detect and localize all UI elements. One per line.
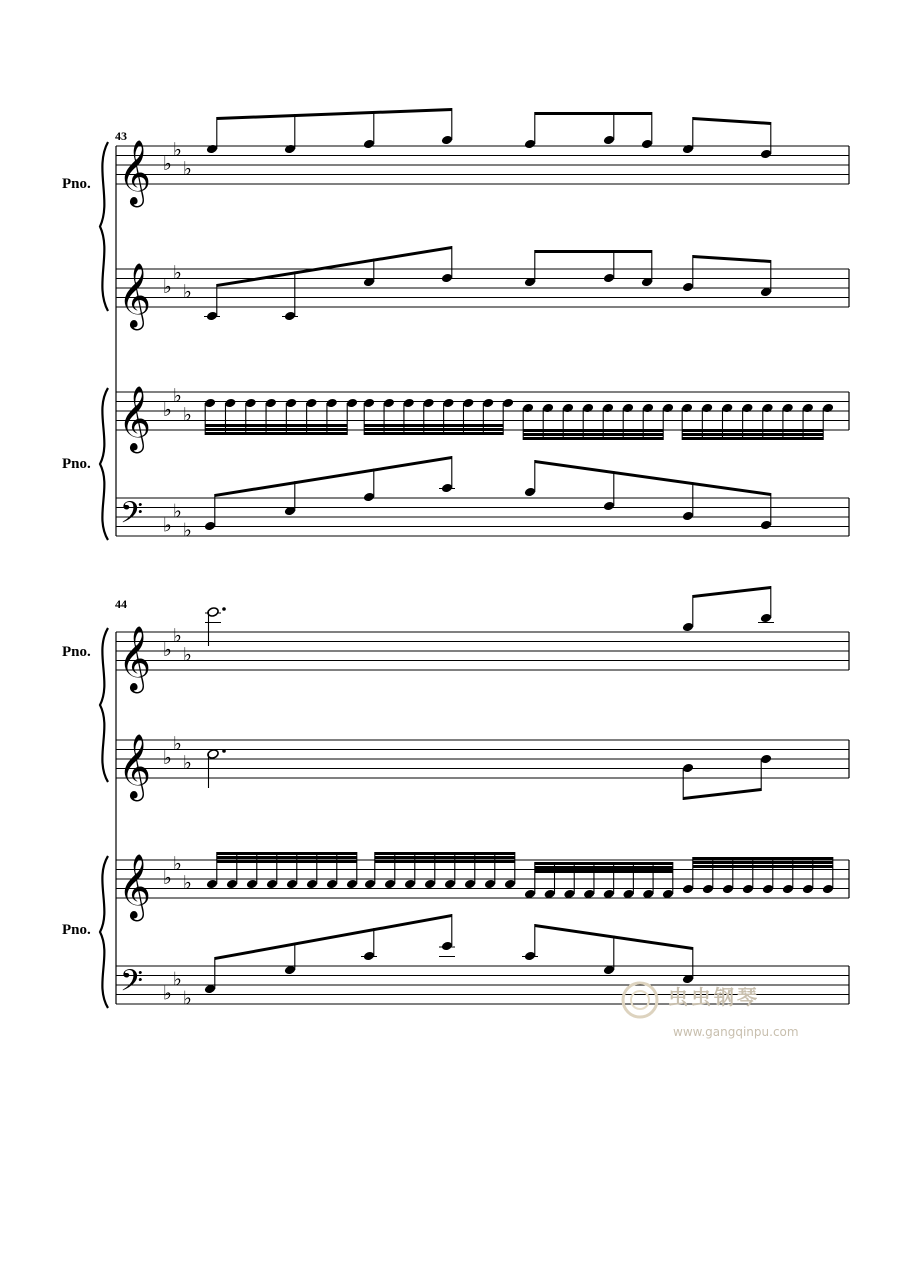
flat-sign-icon: ♭ bbox=[173, 968, 182, 991]
measure-number-43: 43 bbox=[115, 129, 127, 143]
note-beam bbox=[693, 255, 771, 263]
flat-sign-icon: ♭ bbox=[183, 157, 192, 180]
measure-number-44: 44 bbox=[115, 597, 127, 611]
note-beam bbox=[682, 433, 823, 436]
note-beam bbox=[205, 432, 347, 435]
flat-sign-icon: ♭ bbox=[163, 276, 172, 298]
note-beam bbox=[217, 856, 357, 859]
treble-clef-icon: 𝄞 bbox=[118, 734, 152, 799]
instrument-label-system2-top: Pno. bbox=[62, 644, 91, 660]
watermark bbox=[623, 983, 799, 1039]
score-notation bbox=[100, 108, 849, 1009]
flat-sign-icon: ♭ bbox=[163, 399, 172, 421]
flat-sign-icon: ♭ bbox=[183, 987, 192, 1010]
flat-sign-icon: ♭ bbox=[183, 403, 192, 426]
note-beam bbox=[682, 437, 823, 440]
augmentation-dot bbox=[222, 607, 226, 611]
flat-sign-icon: ♭ bbox=[163, 982, 172, 1005]
flat-sign-icon: ♭ bbox=[173, 852, 182, 875]
watermark-url: www.gangqinpu.com bbox=[673, 1025, 799, 1039]
bass-clef-icon: 𝄢 bbox=[120, 496, 144, 538]
note-beam bbox=[683, 788, 761, 800]
flat-sign-icon: ♭ bbox=[173, 384, 182, 407]
flat-sign-icon: ♭ bbox=[183, 871, 192, 894]
treble-clef-icon: 𝄞 bbox=[118, 140, 152, 205]
note-beam bbox=[535, 112, 652, 115]
note-beam bbox=[535, 862, 673, 865]
note-beam bbox=[523, 433, 663, 436]
flat-sign-icon: ♭ bbox=[163, 153, 172, 175]
flat-sign-icon: ♭ bbox=[163, 747, 172, 769]
note-beam bbox=[205, 424, 347, 427]
note-beam bbox=[535, 870, 673, 873]
instrument-label-system2-lower: Pno. bbox=[62, 922, 91, 938]
flat-sign-icon: ♭ bbox=[183, 280, 192, 303]
note-beam bbox=[682, 429, 823, 432]
flat-sign-icon: ♭ bbox=[163, 867, 172, 889]
note-beam bbox=[523, 429, 663, 432]
brace bbox=[100, 142, 108, 311]
note-beam bbox=[375, 852, 515, 855]
brace bbox=[100, 388, 108, 540]
note-beam bbox=[535, 866, 673, 869]
flat-sign-icon: ♭ bbox=[173, 261, 182, 284]
note-beam bbox=[535, 250, 652, 253]
note-beam bbox=[364, 428, 503, 431]
note-beam bbox=[217, 246, 452, 287]
note-beam bbox=[693, 861, 833, 864]
note-beam bbox=[523, 437, 663, 440]
treble-clef-icon: 𝄞 bbox=[118, 263, 152, 328]
note-beam bbox=[693, 586, 771, 598]
flat-sign-icon: ♭ bbox=[173, 500, 182, 523]
note-beam bbox=[693, 865, 833, 868]
note-beam bbox=[217, 852, 357, 855]
note-beam bbox=[535, 460, 771, 496]
flat-sign-icon: ♭ bbox=[173, 732, 182, 755]
bass-clef-icon: 𝄢 bbox=[120, 964, 144, 1006]
flat-sign-icon: ♭ bbox=[173, 138, 182, 161]
note-beam bbox=[364, 424, 503, 427]
treble-clef-icon: 𝄞 bbox=[118, 626, 152, 691]
flat-sign-icon: ♭ bbox=[163, 639, 172, 661]
watermark-logo-icon bbox=[623, 983, 657, 1017]
treble-clef-icon: 𝄞 bbox=[118, 386, 152, 451]
brace bbox=[100, 628, 108, 782]
note-beam bbox=[364, 432, 503, 435]
note-beam bbox=[215, 914, 452, 960]
note-beam bbox=[217, 108, 452, 120]
flat-sign-icon: ♭ bbox=[183, 643, 192, 666]
note-beam bbox=[375, 856, 515, 859]
flat-sign-icon: ♭ bbox=[183, 519, 192, 542]
note-beam bbox=[375, 860, 515, 863]
augmentation-dot bbox=[222, 749, 226, 753]
watermark-title: 虫虫钢琴 bbox=[668, 985, 760, 1009]
note-beam bbox=[693, 857, 833, 860]
instrument-label-system1-upper: Pno. bbox=[62, 176, 91, 192]
flat-sign-icon: ♭ bbox=[163, 514, 172, 537]
note-beam bbox=[693, 117, 771, 125]
note-beam bbox=[215, 456, 452, 497]
flat-sign-icon: ♭ bbox=[173, 624, 182, 647]
note-beam bbox=[217, 860, 357, 863]
flat-sign-icon: ♭ bbox=[183, 751, 192, 774]
instrument-label-system1-lower: Pno. bbox=[62, 456, 91, 472]
brace bbox=[100, 856, 108, 1008]
treble-clef-icon: 𝄞 bbox=[118, 854, 152, 919]
note-beam bbox=[205, 428, 347, 431]
